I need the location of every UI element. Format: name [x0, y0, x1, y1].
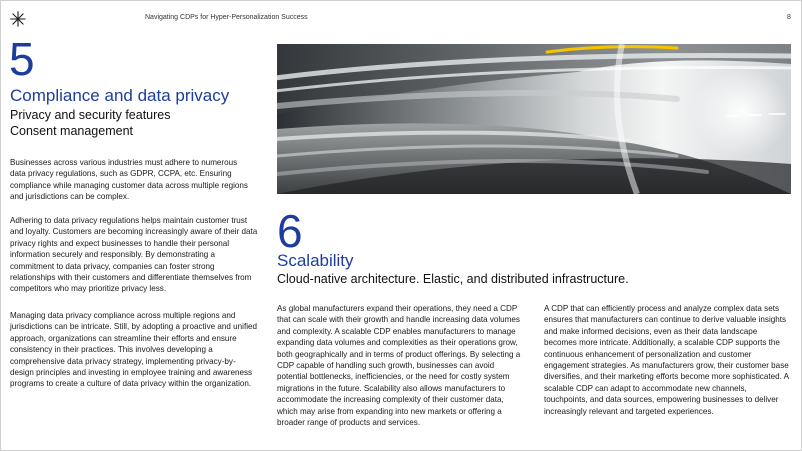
- section-subheading: Privacy and security features: [10, 108, 171, 122]
- section-heading: Compliance and data privacy: [10, 86, 230, 105]
- body-paragraph: A CDP that can efficiently process and analyze complex data sets ensures that manufacturers can continue to derive valuable insights and make informed decisions, even as their data landscape becomes more intricate. Additionally, a scalable CDP supports the continuous enhancement of personalization and customer engagement strategies. As manufacturers grow, their customer base diversifies, and their marketing efforts become more sophisticated. A scalable CDP can adapt to accommodate new channels, touchpoints, and data sources, empowering businesses to deliver increasingly relevant and targeted experiences.: [544, 304, 789, 416]
- section-heading: Scalability: [277, 251, 354, 270]
- page-number: 8: [787, 14, 791, 21]
- body-paragraph: Adhering to data privacy regulations helps maintain customer trust and loyalty. Customers are becoming increasingly aware of their data privacy rights and expect businesses to handle their personal information securely and responsibly. By demonstrating a commitment to data privacy, companies can foster strong relationships with their customers and differentiate themselves from competitors who may prioritize privacy less.: [10, 216, 258, 294]
- asterisk-logo-icon: [10, 11, 26, 27]
- section-subheading: Consent management: [10, 124, 133, 138]
- body-paragraph: Managing data privacy compliance across multiple regions and jurisdictions can be intricate. Still, by adopting a proactive and unified approach, organizations can streamline their efforts and ensure consistency in their practices. This involves developing a comprehensive data privacy strategy, implementing privacy-by-design principles and investing in employee training and awareness programs to create a culture of data privacy within the organization.: [10, 311, 258, 389]
- tunnel-hero-image: [277, 44, 791, 194]
- body-paragraph: As global manufacturers expand their operations, they need a CDP that can scale with their growth and handle increasing data volumes and complexity. A scalable CDP enables manufacturers to manage expanding data volumes and complexities as their operations grow, both geographically and in terms of product offerings. By selecting a CDP capable of handling such growth, businesses can avoid potential bottlenecks, inefficiencies, or the need for costly system migrations in the future. Scalability also allows manufacturers to accommodate the increasing complexity of their customer data, which may arise from expanding into new markets or offering a broader range of products and services.: [277, 304, 521, 428]
- body-paragraph: Businesses across various industries must adhere to numerous data privacy regulations, such as GDPR, CCPA, etc. Ensuring compliance while managing customer data across multiple regions and jurisdictions can be complex.: [10, 158, 248, 202]
- section-subheading: Cloud-native architecture. Elastic, and distributed infrastructure.: [277, 272, 629, 286]
- section-number: 6: [277, 205, 303, 257]
- document-title: Navigating CDPs for Hyper-Personalization Success: [145, 14, 308, 21]
- section-number: 5: [9, 33, 35, 85]
